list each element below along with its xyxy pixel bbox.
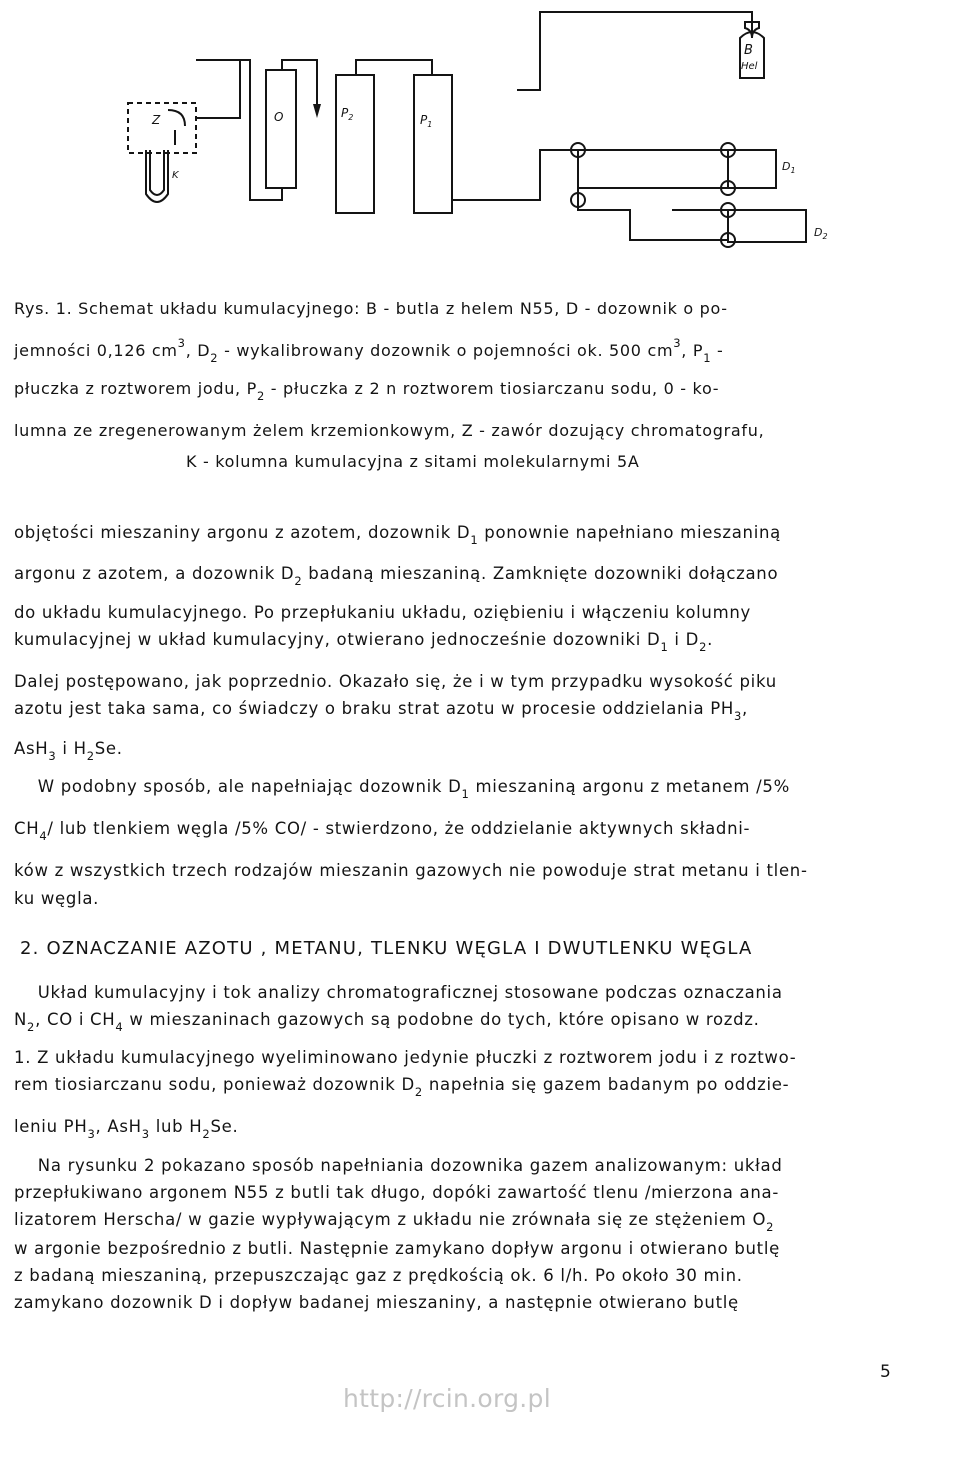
column-o bbox=[266, 70, 296, 188]
text-line: do układu kumulacyjnego. Po przepłukaniu układu, oziębieniu i włączeniu kolumny bbox=[14, 603, 751, 622]
washer-p1 bbox=[414, 75, 452, 213]
valve-rotor bbox=[168, 110, 185, 145]
text-line: kumulacyjnej w układ kumulacyjny, otwierano jednocześnie dozowniki $D_1$ i $D_2$. bbox=[14, 630, 714, 654]
caption-line: Rys. 1. Schemat układu kumulacyjnego: B - butla z helem N55, D - dozownik o po- bbox=[14, 299, 728, 318]
text-line: $N_2$, CO i $CH_4$ w mieszaninach gazowych są podobne do tych, które opisano w rozdz. bbox=[14, 1010, 760, 1034]
text-line: Układ kumulacyjny i tok analizy chromatograficznej stosowane podczas oznaczania bbox=[14, 983, 783, 1002]
flow-arrow bbox=[313, 104, 321, 118]
line-p2-o bbox=[282, 60, 317, 104]
label-valve-z: Z bbox=[152, 113, 161, 127]
text-line: w argonie bezpośrednio z butli. Następnie zamykano dopływ argonu i otwierano butlę bbox=[14, 1239, 780, 1258]
caption-line: K - kolumna kumulacyjna z sitami molekularnymi 5A bbox=[186, 452, 640, 471]
line-valve bbox=[196, 60, 240, 118]
label-washer-p1: $P_1$ bbox=[420, 113, 433, 129]
helium-line bbox=[517, 12, 752, 90]
valve-z bbox=[128, 103, 196, 153]
line-p1-p2 bbox=[356, 60, 432, 75]
text-line: ku węgla. bbox=[14, 889, 100, 908]
doser-d1 bbox=[728, 150, 776, 188]
washer-p2 bbox=[336, 75, 374, 213]
caption-line: lumna ze zregenerowanym żelem krzemionkowym, Z - zawór dozujący chromatografu, bbox=[14, 421, 765, 440]
text-line: leniu $PH_3$, AsH$_3$ lub $H_2Se$. bbox=[14, 1117, 239, 1141]
line-p1-doser bbox=[452, 150, 578, 200]
section-heading: 2. OZNACZANIE AZOTU , METANU, TLENKU WĘGLA I DWUTLENKU WĘGLA bbox=[20, 938, 753, 959]
label-column-k: K bbox=[172, 170, 179, 181]
text-line: rem tiosiarczanu sodu, ponieważ dozownik $D_2$ napełnia się gazem badanym po oddzie- bbox=[14, 1075, 790, 1099]
text-line: azotu jest taka sama, co świadczy o braku strat azotu w procesie oddzielania $PH_3$, bbox=[14, 699, 748, 723]
text-line: Dalej postępowano, jak poprzednio. Okazało się, że i w tym przypadku wysokość piku bbox=[14, 672, 777, 691]
text-line: $CH_4/$ lub tlenkiem węgla /5% CO/ - stwierdzono, że oddzielanie aktywnych składni- bbox=[14, 819, 751, 843]
label-column-o: O bbox=[274, 110, 284, 124]
apparatus-diagram bbox=[0, 0, 960, 280]
caption-line: jemności 0,126 $cm^3$, $D_2$ - wykalibrowany dozownik o pojemności ok. 500 $cm^3$, $P_1$ - bbox=[14, 336, 724, 365]
text-line: ków z wszystkich trzech rodzajów mieszanin gazowych nie powoduje strat metanu i tlen- bbox=[14, 861, 808, 880]
caption-line: płuczka z roztworem jodu, $P_2$ - płuczka z 2 n roztworem tiosiarczanu sodu, 0 - ko- bbox=[14, 379, 720, 403]
page-number: 5 bbox=[880, 1362, 891, 1382]
label-cylinder: B bbox=[744, 43, 753, 58]
text-line: AsH$_3$ i $H_2Se$. bbox=[14, 739, 123, 763]
label-doser-d2: $D_2$ bbox=[814, 226, 828, 241]
label-doser-d1: $D_1$ bbox=[782, 160, 796, 175]
text-line: z badaną mieszaniną, przepuszczając gaz z prędkością ok. 6 l/h. Po około 30 min. bbox=[14, 1266, 743, 1285]
line-d2 bbox=[578, 200, 728, 240]
text-line: lizatorem Herscha/ w gazie wypływającym z układu nie zrównała się ze stężeniem $O_2$ bbox=[14, 1210, 775, 1234]
doser-d2 bbox=[728, 210, 806, 242]
text-line: 1. Z układu kumulacyjnego wyeliminowano jedynie płuczki z roztworem jodu i z roztwo- bbox=[14, 1048, 797, 1067]
watermark-url: http://rcin.org.pl bbox=[343, 1384, 551, 1413]
column-k bbox=[146, 150, 168, 202]
text-line: zamykano dozownik D i dopływ badanej mieszaniny, a następnie otwierano butlę bbox=[14, 1293, 739, 1312]
label-cylinder-gas: Hel bbox=[741, 61, 758, 72]
text-line: argonu z azotem, a dozownik $D_2$ badaną mieszaniną. Zamknięte dozowniki dołączano bbox=[14, 564, 779, 588]
label-washer-p2: $P_2$ bbox=[341, 106, 354, 122]
text-line: przepłukiwano argonem N55 z butli tak długo, dopóki zawartość tlenu /mierzona ana- bbox=[14, 1183, 779, 1202]
text-line: Na rysunku 2 pokazano sposób napełniania dozownika gazem analizowanym: układ bbox=[14, 1156, 783, 1175]
text-line: objętości mieszaniny argonu z azotem, dozownik $D_1$ ponownie napełniano mieszaniną bbox=[14, 523, 781, 547]
text-line: W podobny sposób, ale napełniając dozownik $D_1$ mieszaniną argonu z metanem /5% bbox=[14, 777, 790, 801]
